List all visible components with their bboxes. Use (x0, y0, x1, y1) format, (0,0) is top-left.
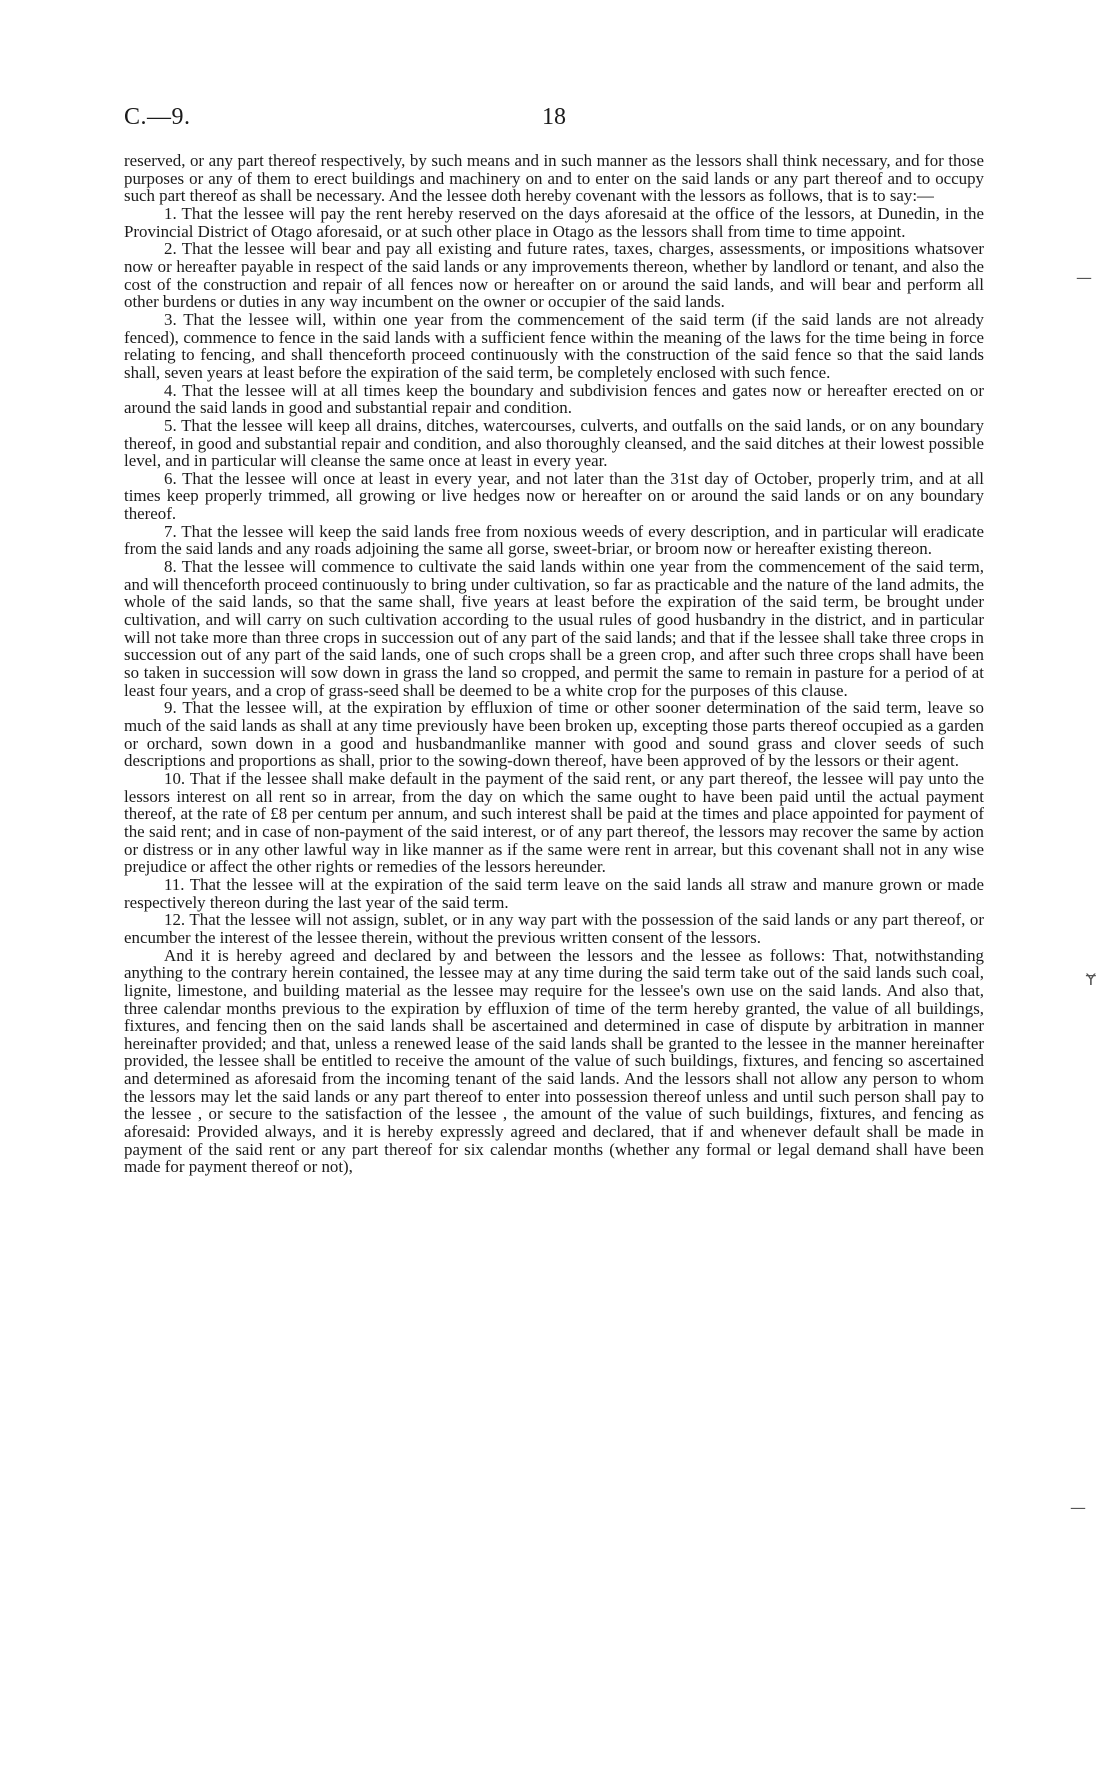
covenant-11: 11. That the lessee will at the expiration of the said term leave on the said lands all straw and manure grown or made respectively thereon during the last year of the said term. (124, 874, 984, 912)
covenant-3: 3. That the lessee will, within one year from the commencement of the said term (if the said lands are not already fenced), commence to fence in the said lands with a sufficient fence within the meaning of the laws for the time being in force relating to fencing, and shall thenceforth proceed continuously with the construction of the said fence so that the said lands shall, seven years at least before the expiration of the said term, be completely enclosed with such fence. (124, 309, 984, 382)
covenant-6: 6. That the lessee will once at least in every year, and not later than the 31st day of October, properly trim, and at all times keep properly trimmed, all growing or live hedges now or hereafter on or around the said lands or on any boundary thereof. (124, 468, 984, 524)
covenant-4: 4. That the lessee will at all times keep the boundary and subdivision fences and gates now or hereafter erected on or around the said lands in good and substantial repair and condition. (124, 380, 984, 418)
covenant-7: 7. That the lessee will keep the said lands free from noxious weeds of every description, and in particular will eradicate from the said lands and any roads adjoining the same all gorse, sweet-briar, or broom now or hereafter existing thereon. (124, 521, 984, 559)
page-header (124, 104, 984, 138)
covenant-10: 10. That if the lessee shall make default in the payment of the said rent, or any part thereof, the lessee will pay unto the lessors interest on all rent so in arrear, from the day on which the same ought to have been paid until the actual payment thereof, at the rate of £8 per centum per annum, and such interest shall be paid at the times and place appointed for payment of the said rent; and in case of non-payment of the said interest, or of any part thereof, the lessors may recover the same by action or distress or in any other lawful way in like manner as if the same were rent in arrear, but this covenant shall not in any wise prejudice or affect the other rights or remedies of the lessors hereunder. (124, 768, 984, 877)
margin-dash-mark-lower: — (1070, 1498, 1086, 1517)
document-code: C.—9. (124, 104, 191, 130)
covenant-5: 5. That the lessee will keep all drains, ditches, watercourses, culverts, and outfalls on the said lands, or on any boundary thereof, in good and substantial repair and condition, and also thoroughly cleansed, and the said ditches at their lowest possible level, and in particular will cleanse the same once at least in every year. (124, 415, 984, 471)
covenant-9: 9. That the lessee will, at the expiration by effluxion of time or other sooner determination of the said term, leave so much of the said lands as shall at any time previously have been broken up, excepting those parts thereof occupied as a garden or orchard, sown down in a good and husbandmanlike manner with good and sound grass and clover seeds of such descriptions and proportions as shall, prior to the sowing-down thereof, have been approved of by the lessors or their agent. (124, 698, 984, 771)
covenant-2: 2. That the lessee will bear and pay all existing and future rates, taxes, charges, assessments, or impositions whatsover now or hereafter payable in respect of the said lands or any improvements thereon, whether by landlord or tenant, and also the cost of the construction and repair of all fences now or hereafter on or around the said lands, and will bear and perform all other burdens or duties in any way incumbent on the owner or occupier of the said lands. (124, 239, 984, 312)
intro-paragraph: reserved, or any part thereof respectively, by such means and in such manner as the lessors shall think necessary, and for those purposes or any of them to erect buildings and machinery on and to enter on the said lands or any part thereof and to occupy such part thereof as shall be necessary. And the lessee doth hereby covenant with the lessors as follows, that is to say:— (124, 151, 984, 206)
agreement-paragraph: And it is hereby agreed and declared by and between the lessors and the lessee as follows: That, notwithstanding anything to the contrary herein contained, the lessee may at any time during the said term take out of the said lands such coal, lignite, limestone, and building material as the lessee may require for the lessee's own use on the said lands. And also that, three calendar months previous to the expiration by effluxion of time of the term hereby granted, the value of all buildings, fixtures, and fencing then on the said lands shall be ascertained and determined in case of dispute by arbitration in manner hereinafter provided; and that, unless a renewed lease of the said lands shall be granted to the lessee in the manner hereinafter provided, the lessee shall be entitled to receive the amount of the value of such buildings, fixtures, and fencing so ascertained and determined as aforesaid from the incoming tenant of the said lands. And the lessors shall not allow any person to whom the lessors may let the said lands or any part thereof to enter into possession thereof unless and until such person shall pay to the lessee , or secure to the satisfaction of the lessee , the amount of the value of such buildings, fixtures, and fencing as aforesaid: Provided always, and it is hereby expressly agreed and declared, that if and whenever default shall be made in payment of the said rent or any part thereof for six calendar months (whether any formal or legal demand shall have been made for payment thereof or not), (124, 945, 984, 1177)
page-number: 18 (542, 104, 566, 130)
covenant-1: 1. That the lessee will pay the rent hereby reserved on the days aforesaid at the office of the lessors, at Dunedin, in the Provincial District of Otago aforesaid, or at such other place in Otago as the lessors shall from time to time appoint. (124, 203, 984, 241)
covenant-12: 12. That the lessee will not assign, sublet, or in any way part with the possession of the said lands or any part thereof, or encumber the interest of the lessee therein, without the previous written consent of the lessors. (124, 910, 984, 947)
margin-dash-mark: — (1076, 268, 1092, 287)
margin-tick-mark: Ɏ (1086, 970, 1096, 989)
document-body (124, 152, 984, 1176)
covenant-8: 8. That the lessee will commence to cultivate the said lands within one year from the commencement of the said term, and will thenceforth proceed continuously to bring under cultivation, so far as practicable and the nature of the land admits, the whole of the said lands, so that the same shall, five years at least before the expiration of the said term, be brought under cultivation, and will carry on such cultivation according to the usual rules of good husbandry in the district, and in particular will not take more than three crops in succession out of any part of the said lands; and that if the lessee shall take three crops in succession out of any part of the said lands, one of such crops shall be a green crop, and after such three crops shall have been so taken in succession will sow down in grass the land so cropped, and permit the same to remain in pasture for a period of at least four years, and a crop of grass-seed shall be deemed to be a white crop for the purposes of this clause. (124, 557, 984, 700)
